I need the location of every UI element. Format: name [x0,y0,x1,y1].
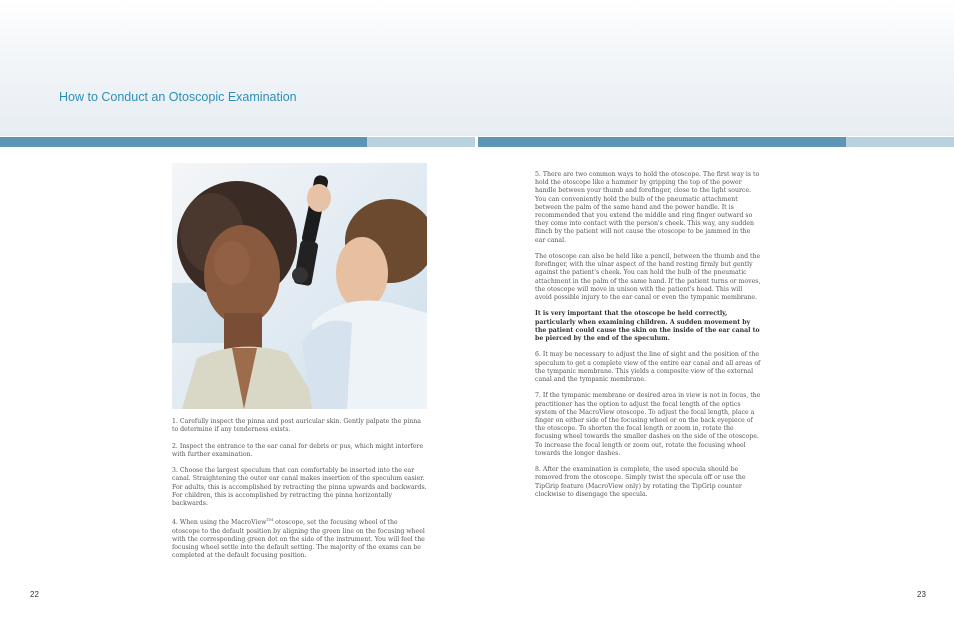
page-number-right: 23 [917,590,926,599]
step-4-start: 4. When using the MacroView [172,519,267,527]
header-stripe-left-light [367,137,475,147]
header-background [0,0,954,136]
step-4 [172,516,427,560]
step-4-rest: otoscope, set the focusing wheel of the otoscope to the default position by aligning the green line on the focusing wheel with the corresponding green dot on the side of the instrument. You will feel the focusing wheel settle into the default setting. The majority of the exams can be completed at the default focusing position. [172,519,425,560]
page-title: How to Conduct an Otoscopic Examination [59,90,297,104]
page-number-left: 22 [30,590,39,599]
warning-text: It is very important that the otoscope be held correctly, particularly when examining children. A sudden movement by the patient could cause the skin on the inside of the ear canal to be pierced by the end of the speculum. [535,310,760,343]
step-6: 6. It may be necessary to adjust the line of sight and the position of the speculum to get a complete view of the entire ear canal and all areas of the tympanic membrane. This yields a composite view of the external canal and the tympanic membrane. [535,351,761,384]
trademark: TM [266,517,274,523]
step-1: 1. Carefully inspect the pinna and post auricular skin. Gently palpate the pinna to determine if any tenderness exists. [172,418,421,434]
step-5-alt: The otoscope can also be held like a pencil, between the thumb and the forefinger, with the ulnar aspect of the hand resting firmly but gently against the patient's cheek. You can hold the bulb of the pneumatic attachment in the palm of the same hand. If the patient turns or moves, the otoscope will move in unison with the patient's head. This will avoid possible injury to the ear canal or even the tympanic membrane. [535,253,761,302]
step-8: 8. After the examination is complete, the used specula should be removed from the otoscope. Simply twist the specula off or use the TipGrip feature (MacroView only) by rotating the TipGrip counter clockwise to disengage the specula. [535,466,746,498]
step-5: 5. There are two common ways to hold the otoscope. The first way is to hold the otoscope like a hammer by gripping the top of the power handle between your thumb and forefinger, close to the light source. You can conveniently hold the bulb of the pneumatic attachment between the palm of the same hand and the power handle. It is recommended that you extend the middle and ring finger outward so they come into contact with the person's cheek. This way, any sudden flinch by the patient will not cause the otoscope to be jammed in the ear canal. [535,171,760,244]
left-column [172,418,427,569]
header-stripe-right-light [846,137,954,147]
step-7: 7. If the tympanic membrane or desired area in view is not in focus, the practitioner has the option to adjust the focal length of the optics system of the MacroView otoscope. To adjust the focal length, place a finger on either side of the focusing wheel or on the back eyepiece of the otoscope. To shorten the focal length or zoom in, rotate the focusing wheel towards the smaller dashes on the side of the otoscope. To increase the focal length or zoom out, rotate the focusing wheel towards the longer dashes. [535,392,761,457]
right-column [535,171,761,507]
step-3: 3. Choose the largest speculum that can comfortably be inserted into the ear canal. Straightening the outer ear canal makes insertion of the speculum easier. For adults, this is accomplished by retracting the pinna upwards and backwards. For children, this is accomplished by retracting the pinna horizontally backwards. [172,467,427,507]
header-stripe-right-dark [478,137,846,147]
step-2: 2. Inspect the entrance to the ear canal for debris or pus, which might interfere with further examination. [172,442,424,458]
otoscope-exam-photo [172,163,427,409]
header-stripe-left-dark [0,137,367,147]
